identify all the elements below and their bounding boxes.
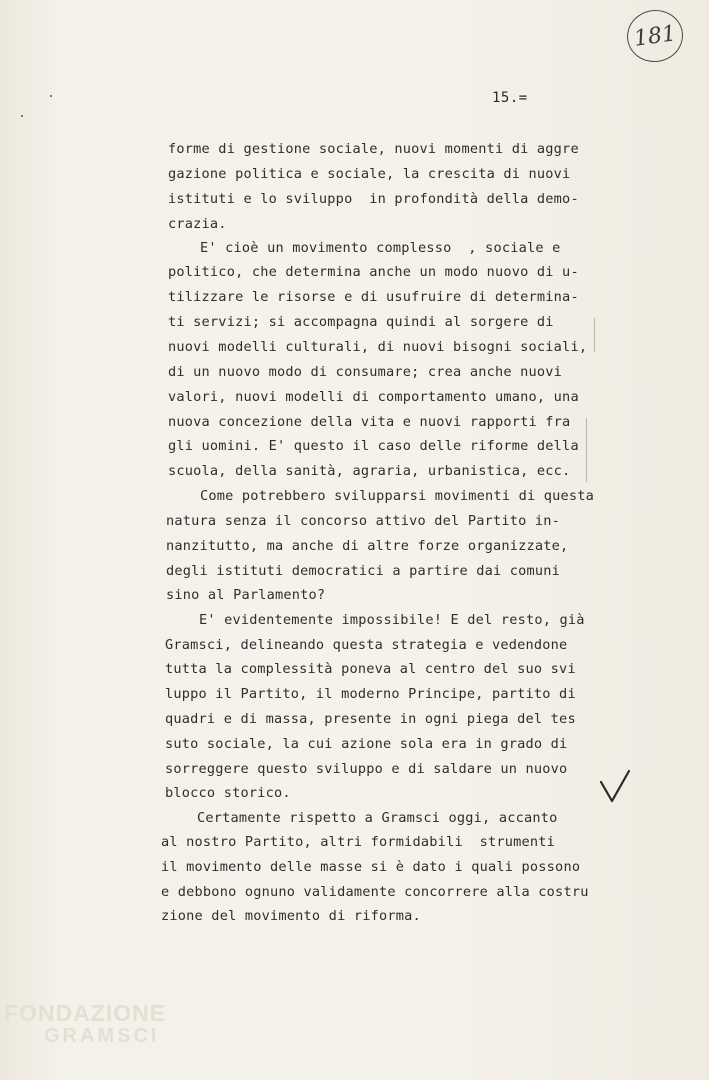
- text-line: nuova concezione della vita e nuovi rapporti fra: [168, 414, 571, 430]
- text-line: il movimento delle masse si è dato i quali possono: [161, 859, 581, 875]
- text-line: sorreggere questo sviluppo e di saldare un nuovo: [165, 761, 568, 777]
- text-line: nanzitutto, ma anche di altre forze organizzate,: [166, 538, 569, 554]
- text-line: zione del movimento di riforma.: [161, 908, 421, 924]
- text-line: al nostro Partito, altri formidabili strumenti: [161, 834, 556, 850]
- text-line: luppo il Partito, il moderno Principe, partito di: [165, 686, 576, 702]
- text-line: valori, nuovi modelli di comportamento umano, una: [168, 389, 579, 405]
- text-line: natura senza il concorso attivo del Partito in-: [166, 513, 561, 529]
- watermark-line1: FONDAZIONE: [4, 1000, 167, 1026]
- text-line: nuovi modelli culturali, di nuovi bisogni sociali,: [168, 339, 588, 355]
- text-line: sino al Parlamento?: [166, 587, 326, 603]
- text-line: istituti e lo sviluppo in profondità della demo-: [168, 191, 579, 207]
- text-line: blocco storico.: [165, 785, 291, 801]
- text-line: Come potrebbero svilupparsi movimenti di questa: [200, 488, 595, 504]
- text-line: E' evidentemente impossibile! E del resto, già: [199, 612, 585, 628]
- text-line: quadri e di massa, presente in ogni piega del tes: [165, 711, 576, 727]
- text-line: e debbono ognuno validamente concorrere alla costru: [161, 884, 589, 900]
- archive-number-stamp: [624, 6, 687, 65]
- archive-number: 181: [632, 20, 678, 52]
- text-line: Certamente rispetto a Gramsci oggi, accanto: [197, 810, 558, 826]
- text-line: tilizzare le risorse e di usufruire di determina-: [168, 289, 579, 305]
- text-line: politico, che determina anche un modo nuovo di u-: [168, 264, 579, 280]
- text-line: scuola, della sanità, agraria, urbanistica, ecc.: [168, 463, 571, 479]
- watermark-line2: GRAMSCI: [44, 1025, 160, 1047]
- text-line: crazia.: [168, 216, 227, 232]
- text-line: E' cioè un movimento complesso , sociale e: [200, 240, 561, 256]
- watermark-logo: [4, 1000, 166, 1048]
- text-line: forme di gestione sociale, nuovi momenti di aggre: [168, 141, 579, 157]
- text-line: ti servizi; si accompagna quindi al sorgere di: [168, 314, 554, 330]
- ink-speck: [50, 95, 52, 97]
- text-line: degli istituti democratici a partire dai comuni: [166, 563, 561, 579]
- text-line: di un nuovo modo di consumare; crea anche nuovi: [168, 364, 563, 380]
- ink-speck: [21, 115, 23, 117]
- margin-mark: [594, 318, 595, 352]
- text-line: suto sociale, la cui azione sola era in grado di: [165, 736, 568, 752]
- text-line: gli uomini. E' questo il caso delle riforme della: [168, 438, 579, 454]
- handwritten-check-icon: [598, 768, 632, 806]
- text-line: tutta la complessità poneva al centro del suo svi: [165, 661, 576, 677]
- text-line: Gramsci, delineando questa strategia e vedendone: [165, 637, 568, 653]
- text-line: gazione politica e sociale, la crescita di nuovi: [168, 166, 571, 182]
- page-number: 15.=: [492, 90, 528, 106]
- margin-mark: [586, 418, 587, 482]
